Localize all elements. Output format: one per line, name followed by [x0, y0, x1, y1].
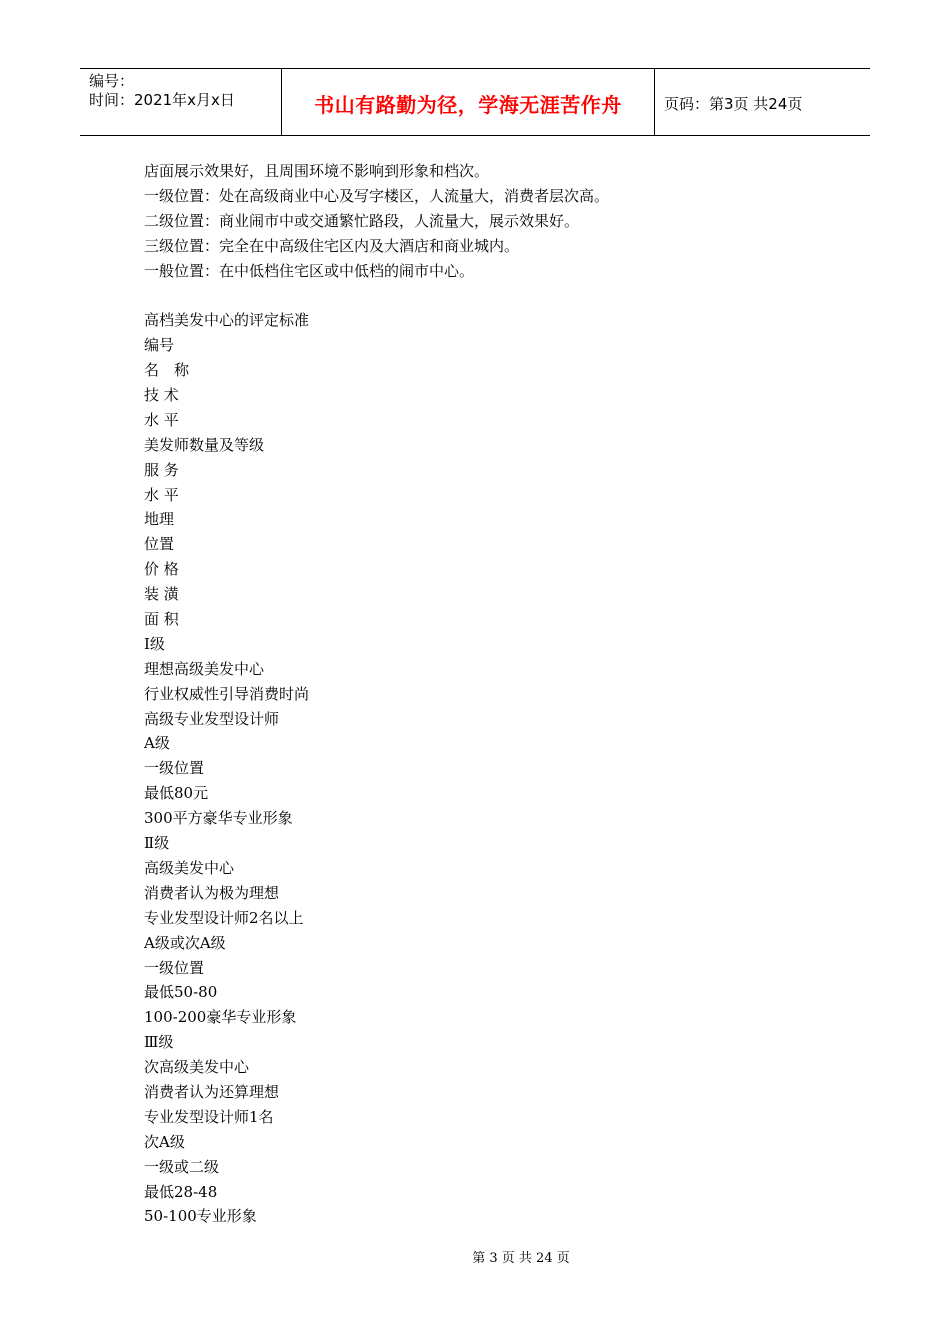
body-line: 编号 — [144, 336, 175, 355]
body-line: 理想高级美发中心 — [144, 659, 265, 678]
body-line: 名 称 — [144, 361, 190, 380]
page-header — [80, 68, 870, 136]
body-line: 最低80元 — [144, 784, 209, 803]
body-line: 店面展示效果好，且周围环境不影响到形象和档次。 — [144, 162, 490, 180]
page-footer: 第 3 页 共 24 页 — [472, 1251, 570, 1266]
body-line: 一级位置 — [144, 759, 205, 778]
body-line: 消费者认为还算理想 — [144, 1082, 280, 1101]
body-line: 高档美发中心的评定标准 — [144, 311, 310, 330]
body-line: 100-200豪华专业形象 — [144, 1008, 297, 1027]
body-line — [144, 283, 844, 308]
body-line: 行业权威性引导消费时尚 — [144, 684, 310, 703]
header-meta — [89, 72, 235, 110]
body-line: 次高级美发中心 — [144, 1058, 250, 1077]
document-time-label: 时间：2021年x月x日 — [89, 91, 235, 109]
body-line: 美发师数量及等级 — [144, 435, 265, 454]
body-line: 三级位置：完全在中高级住宅区内及大酒店和商业城内。 — [144, 236, 520, 255]
body-line: 最低50-80 — [144, 983, 218, 1002]
body-line: 装 潢 — [144, 585, 179, 604]
body-line: 二级位置：商业闹市中或交通繁忙路段，人流量大，展示效果好。 — [144, 211, 580, 230]
body-line: 一级位置：处在高级商业中心及写字楼区，人流量大，消费者层次高。 — [144, 186, 610, 205]
body-line: 300平方豪华专业形象 — [144, 809, 293, 828]
body-line: 一级或二级 — [144, 1157, 220, 1176]
body-line: Ⅲ级 — [144, 1033, 174, 1052]
body-line: Ⅱ级 — [144, 834, 170, 853]
body-line: 水 平 — [144, 485, 179, 504]
body-line: A级或次A级 — [144, 933, 226, 952]
body-line: 高级美发中心 — [144, 858, 235, 877]
body-line: 服 务 — [144, 460, 179, 479]
body-line: 50-100专业形象 — [144, 1207, 257, 1226]
body-line: 地理 — [144, 510, 175, 529]
body-line: 位置 — [144, 535, 175, 554]
document-number-label: 编号： — [89, 72, 135, 90]
body-line: 技 术 — [144, 386, 179, 405]
body-line: 专业发型设计师2名以上 — [144, 908, 304, 927]
body-line: 一般位置：在中低档住宅区或中低档的闹市中心。 — [144, 261, 475, 280]
body-line: 消费者认为极为理想 — [144, 883, 280, 902]
body-line: Ⅰ级 — [144, 634, 165, 653]
body-line: 最低28-48 — [144, 1182, 218, 1201]
body-line: 高级专业发型设计师 — [144, 709, 280, 728]
header-divider-right — [654, 69, 655, 135]
body-line: 面 积 — [144, 610, 179, 629]
header-page-indicator: 页码：第3页 共24页 — [664, 95, 803, 113]
body-line: 价 格 — [144, 560, 179, 579]
body-line: 专业发型设计师1名 — [144, 1107, 274, 1126]
body-line: 水 平 — [144, 410, 179, 429]
body-line: 一级位置 — [144, 958, 205, 977]
body-line: A级 — [144, 734, 170, 753]
document-body — [144, 159, 844, 1229]
body-line: 次A级 — [144, 1132, 185, 1151]
header-slogan: 书山有路勤为径，学海无涯苦作舟 — [314, 93, 622, 117]
